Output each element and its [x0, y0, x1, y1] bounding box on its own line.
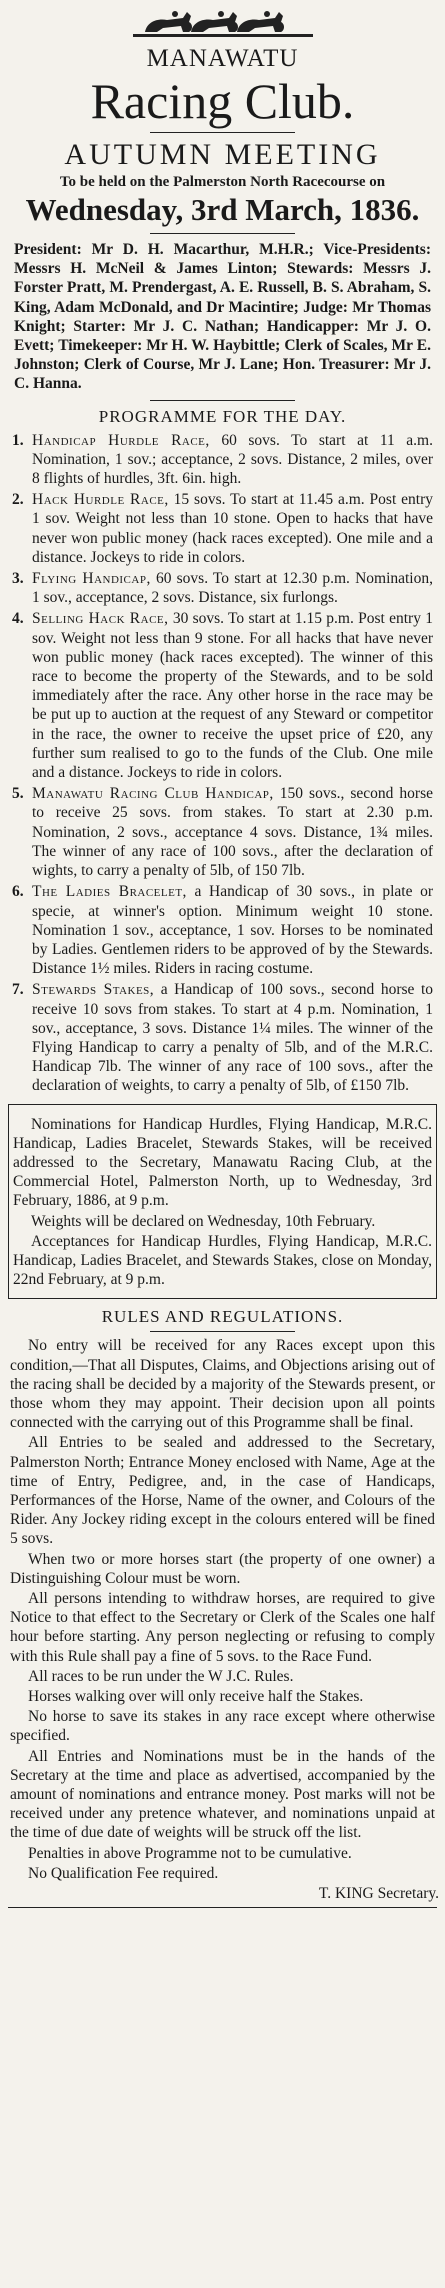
rule-paragraph: All races to be run under the W J.C. Rules.: [28, 1667, 294, 1685]
divider: [150, 132, 295, 133]
officials-list: President: Mr D. H. Macarthur, M.H.R.; Vice-Presidents: Messrs H. McNeil & James Linton; Stewards: Messrs J. Forster Pratt, M. Prendergast, A. E. Russell, B. S. Abraham, S. King, Adam McDonald, and Dr Macintire; Judge: Mr Thomas Knight; Starter: Mr J. C. Nathan; Handicapper: Mr J. O. Evett; Timekeeper: Mr H. W. Haybittle; Clerk of Scales, Mr E. Johnston; Clerk of Course, Mr J. Lane; Hon. Treasurer: Mr J. C. Hanna.: [14, 241, 431, 393]
race-number: 1.: [12, 431, 24, 449]
race-number: 7.: [12, 981, 24, 999]
race-details: 15 sovs. To start at 11.45 a.m. Post entry 1 sov. Weight not less than 10 stone. Open to hacks that have never won public money (hack races excepted). One mile and a distance. Jockeys to ride in colors.: [32, 491, 433, 566]
race-item: [12, 490, 433, 567]
rule-paragraph: All persons intending to withdraw horses, are required to give Notice to that effect to the Secretary or Clerk of the Scales one half hour before starting. Any person neglecting or refusing to comply with this Rule shall pay a fine of 5 sovs. to the Race Fund.: [10, 1590, 435, 1665]
race-list: [0, 431, 445, 1096]
race-item: [12, 609, 433, 782]
race-details: 60 sovs. To start at 12.30 p.m. Nomination, 1 sov., acceptance, 2 sovs. Distance, six furlongs.: [32, 570, 433, 607]
divider: [150, 1331, 295, 1332]
rule-paragraph: All Entries to be sealed and addressed to the Secretary, Palmerston North; Entrance Money enclosed with Name, Age at the time of Entry, Pedigree, and, in the case of Handicaps, Performances of the Horse, Name of the owner, and Colours of the Rider. Any Jockey riding except in the colours entered will be fined 5 sovs.: [10, 1434, 435, 1548]
meeting-date: Wednesday, 3rd March, 1836.: [25, 192, 420, 227]
notice-paragraph: Acceptances for Handicap Hurdles, Flying Handicap, M.R.C. Handicap, Ladies Bracelet, and Stewards Stakes, close on Monday, 22nd February, at 9 p.m.: [13, 1232, 432, 1289]
divider: [150, 233, 295, 234]
divider: [8, 1907, 437, 1908]
race-name: Stewards Stakes,: [32, 981, 155, 999]
race-item: [12, 431, 433, 489]
rule-paragraph: All Entries and Nominations must be in the hands of the Secretary at the time and place as advertised, accompanied by the amount of nominations and entrance money. Post marks will not be received under any pretence whatever, and nominations unpaid at the time of due date of weights will be struck off the list.: [10, 1747, 435, 1842]
rule-paragraph: No Qualification Fee required.: [28, 1864, 219, 1882]
rules-title: RULES AND REGULATIONS.: [101, 1307, 344, 1327]
race-name: Selling Hack Race,: [32, 610, 169, 628]
advertisement: [0, 4, 445, 2288]
rules-list: [0, 1336, 445, 1883]
race-item: [12, 569, 433, 607]
race-name: Handicap Hurdle Race,: [32, 431, 210, 449]
notice-paragraph: Nominations for Handicap Hurdles, Flying Handicap, M.R.C. Handicap, Ladies Bracelet, Stewards Stakes, will be received addressed to the Secretary, Manawatu Racing Club, at the Commercial Hotel, Palmerston North, up to Wednesday, 3rd February, 1886, at 9 p.m.: [13, 1115, 432, 1210]
race-number: 6.: [12, 883, 24, 901]
divider: [150, 400, 295, 401]
rule-paragraph: Penalties in above Programme not to be cumulative.: [28, 1844, 352, 1862]
rule-paragraph: No entry will be received for any Races except upon this condition,—That all Disputes, Claims, and Objections arising out of the racing shall be decided by a majority of the Stewards present, or those whom they may appoint. Their decision upon all points connected with the carrying out of this Programme shall be final.: [10, 1337, 435, 1432]
secretary-signature: T. KING Secretary.: [318, 1885, 439, 1903]
meeting-title: AUTUMN MEETING: [64, 138, 381, 171]
notices-box: [8, 1104, 437, 1300]
racehorse-illustration-icon: [123, 4, 323, 44]
race-number: 4.: [12, 610, 24, 628]
race-details: 150 sovs., second horse to receive 25 sovs. from stakes. To start at 2.30 p.m. Nomination, 2 sovs., acceptance 4 sovs. Distance, 1¾ miles. The winner of any race of 100 sovs., after the declaration of wights, to carry a penalty of 5lb, of 150 7lb.: [32, 785, 433, 880]
notice-paragraph: Weights will be declared on Wednesday, 10th February.: [31, 1212, 376, 1230]
race-details: a Handicap of 30 sovs., in plate or specie, at winner's option. Minimum weight 10 stone. Nomination 1 sov., acceptance, 1 sov. Horses to be nominated by Ladies. Gentlemen riders to be approved of by the Stewards. Distance 1½ miles. Riders in racing costume.: [32, 883, 433, 978]
rule-paragraph: Horses walking over will only receive half the Stakes.: [28, 1688, 364, 1706]
venue-line: To be held on the Palmerston North Racecourse on: [59, 174, 386, 190]
club-name: Racing Club.: [90, 73, 355, 129]
race-item: [12, 784, 433, 880]
race-details: 30 sovs. To start at 1.15 p.m. Post entry 1 sov. Weight not less than 9 stone. For all hacks that have never won public money (hack races excepted). The winner of this race to become the property of the Stewards, and to be sold immediately after the race. Any other horse in the race may be be put up to auction at the request of any Steward or competitor in the race, the owner to receive the upset price of £20, any further sum realised to go to the funds of the Club. One mile and a distance. Jockeys to ride in colors.: [32, 610, 433, 782]
race-name: The Ladies Bracelet,: [32, 883, 187, 901]
rule-paragraph: When two or more horses start (the property of one owner) a Distinguishing Colour must be worn.: [10, 1550, 435, 1587]
race-name: Hack Hurdle Race,: [32, 491, 169, 509]
race-number: 2.: [12, 491, 24, 509]
rule-paragraph: No horse to save its stakes in any race except where otherwise specified.: [10, 1708, 435, 1745]
club-line: MANAWATU: [146, 45, 299, 72]
race-item: [12, 882, 433, 978]
race-number: 5.: [12, 785, 24, 803]
race-item: [12, 980, 433, 1095]
race-name: Manawatu Racing Club Handicap,: [32, 785, 274, 803]
race-name: Flying Handicap,: [32, 570, 151, 588]
programme-title: PROGRAMME FOR THE DAY.: [98, 406, 347, 426]
race-details: 60 sovs. To start at 11 a.m. Nomination, 1 sov.; acceptance, 2 sovs. Distance, 2 miles, over 8 flights of hurdles, 3ft. 6in. high.: [32, 431, 433, 488]
race-details: a Handicap of 100 sovs., second horse to receive 10 sovs from stakes. To start at 4 p.m. Nomination, 1 sov., acceptance, 3 sovs. Distance 1¼ miles. The winner of the Flying Handicap to carry a penalty of 5lb, and of the M.R.C. Handicap 7lb. The winner of any race of 100 sovs., after the declaration of weights, to carry a penalty of 5lb, of £150 7lb.: [32, 981, 434, 1095]
race-number: 3.: [12, 570, 24, 588]
